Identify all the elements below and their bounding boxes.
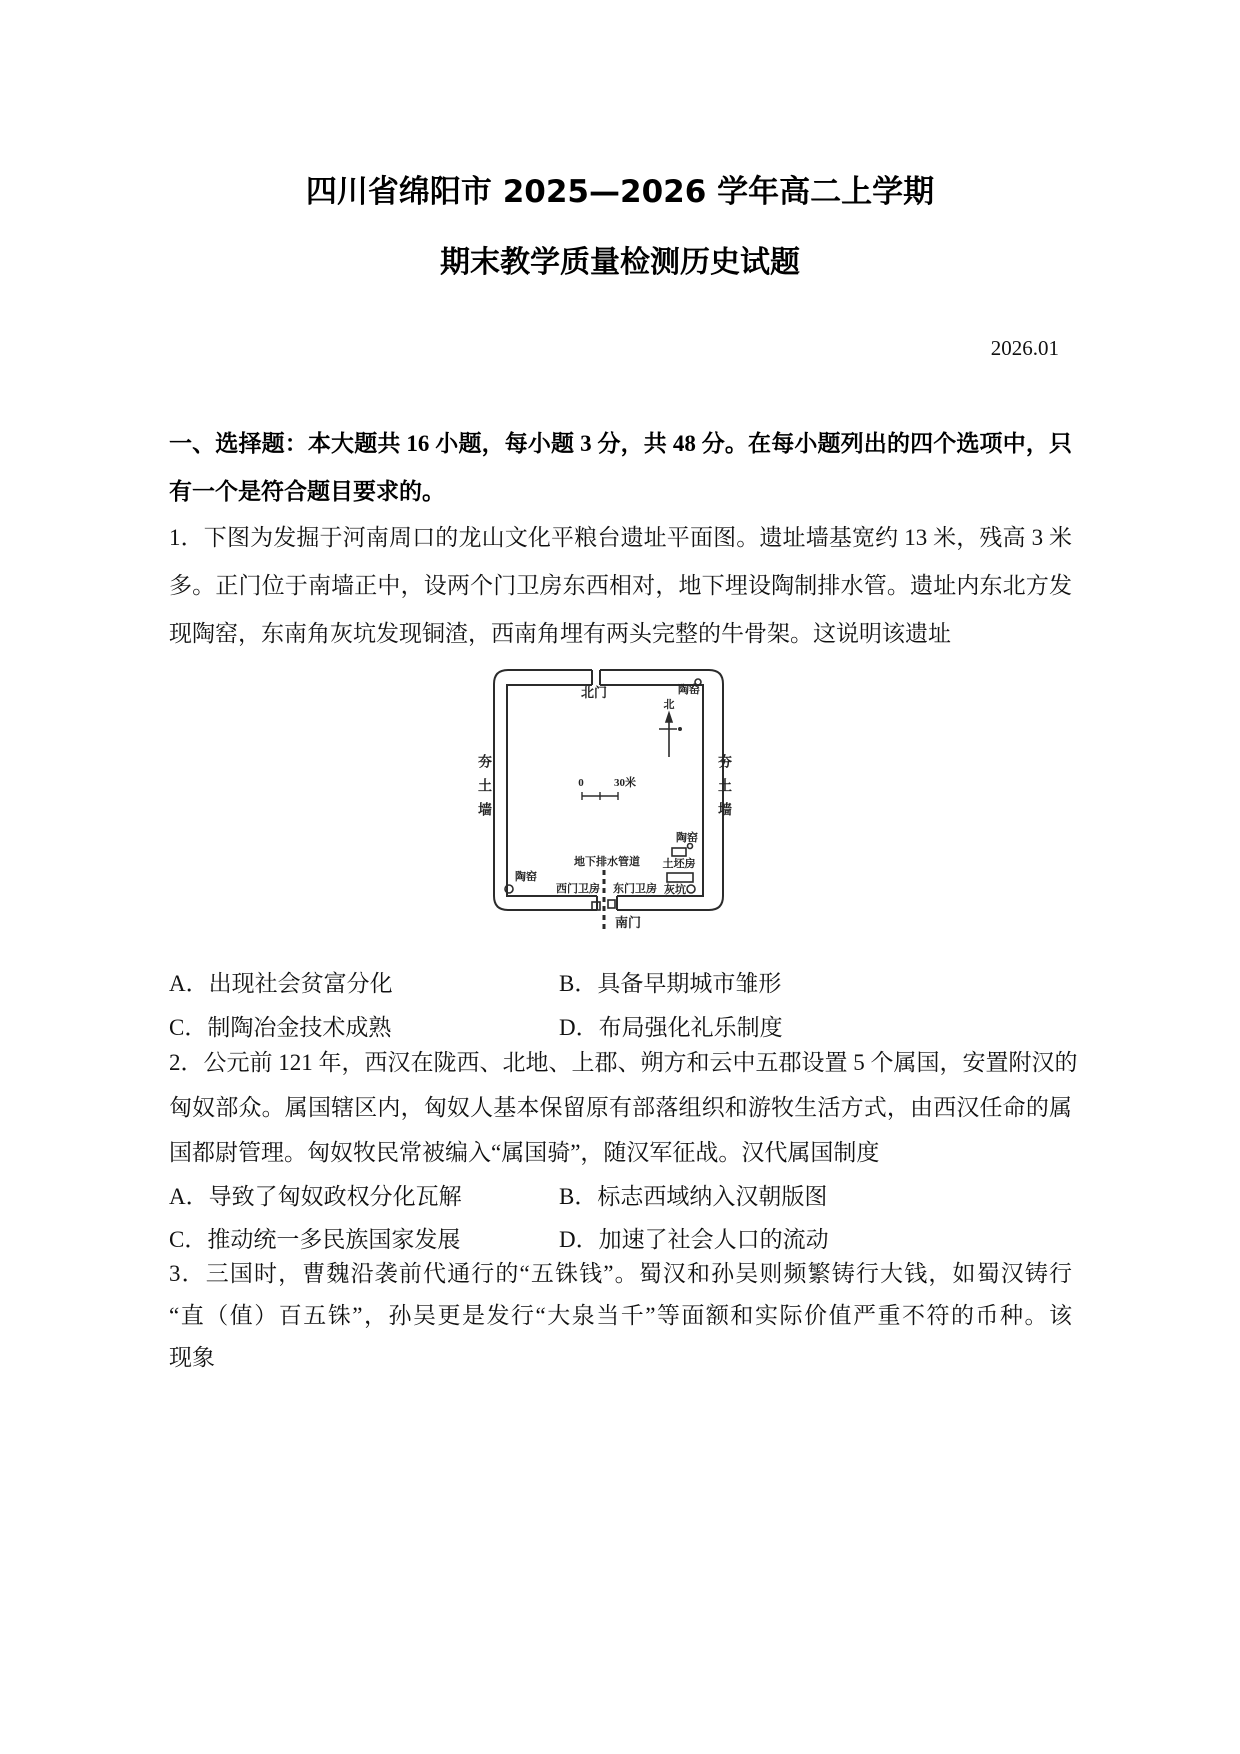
east-guard-house-label: 东门卫房 <box>613 883 657 895</box>
adobe-house-label: 土坯房 <box>662 858 696 870</box>
section-heading-line: 一、选择题：本大题共 16 小题，每小题 3 分，共 48 分。在每小题列出的四个选项中，只 <box>169 431 1072 456</box>
question-1-option-d: D．布局强化礼乐制度 <box>559 1015 783 1040</box>
question-2-stem <box>169 1040 1078 1175</box>
question-1-line: 现陶窑，东南角灰坑发现铜渣，西南角埋有两头完整的牛骨架。这说明该遗址 <box>169 621 951 646</box>
page-title-line1: 四川省绵阳市 2025—2026 学年高二上学期 <box>305 174 935 210</box>
east-guard-house-mark <box>608 900 615 908</box>
question-3-stem <box>169 1253 1072 1379</box>
question-3-line: “直（值）百五铢”，孙吴更是发行“大泉当千”等面额和实际价值严重不符的币种。该 <box>169 1303 1072 1328</box>
question-2-line: 2．公元前 121 年，西汉在陇西、北地、上郡、朔方和云中五郡设置 5 个属国，安置附汉的 <box>169 1050 1078 1075</box>
question-3-line: 3．三国时，曹魏沿袭前代通行的“五铢钱”。蜀汉和孙吴则频繁铸行大钱，如蜀汉铸行 <box>169 1261 1072 1286</box>
question-1-options <box>169 962 1072 1050</box>
scale-bar <box>582 792 618 800</box>
question-2-option-d: D．加速了社会人口的流动 <box>559 1227 829 1252</box>
west-guard-house-label: 西门卫房 <box>556 883 600 895</box>
question-3-line: 现象 <box>169 1345 215 1370</box>
question-1-option-a: A．出现社会贫富分化 <box>169 971 393 996</box>
rammed-wall-label-right: 夯土墙 <box>716 754 731 826</box>
section-heading-line: 有一个是符合题目要求的。 <box>169 479 445 504</box>
adobe-house-mark <box>667 873 693 882</box>
south-gate-label: 南门 <box>614 915 642 930</box>
kiln-label-bottom-left: 陶窑 <box>515 871 537 883</box>
kiln-label-top-right: 陶窑 <box>678 684 700 696</box>
page-title-line2: 期末教学质量检测历史试题 <box>440 245 800 280</box>
question-1-stem <box>169 514 1072 658</box>
drainage-pipe-label: 地下排水管道 <box>574 856 640 868</box>
kiln-mark-bottom-right <box>672 848 686 856</box>
question-2-option-b: B．标志西域纳入汉朝版图 <box>559 1184 828 1209</box>
site-plan-diagram <box>470 656 760 948</box>
compass-north-label: 北 <box>663 699 675 711</box>
question-2-option-a: A．导致了匈奴政权分化瓦解 <box>169 1184 462 1209</box>
rammed-wall-label-left: 夯土墙 <box>476 754 491 826</box>
exam-date: 2026.01 <box>990 336 1059 360</box>
ash-pit-mark <box>687 885 695 893</box>
section-1-heading <box>169 420 1072 516</box>
question-2-option-c: C．推动统一多民族国家发展 <box>169 1227 461 1252</box>
question-1-line: 多。正门位于南墙正中，设两个门卫房东西相对，地下埋设陶制排水管。遗址内东北方发 <box>169 573 1072 598</box>
question-1-option-b: B．具备早期城市雏形 <box>559 971 782 996</box>
north-gate-label: 北门 <box>580 685 608 700</box>
ash-pit-label: 灰坑 <box>664 884 686 896</box>
question-2-line: 国都尉管理。匈奴牧民常被编入“属国骑”，随汉军征战。汉代属国制度 <box>169 1140 880 1165</box>
kiln-circle-bottom-right <box>688 844 693 849</box>
question-2-options <box>169 1175 1072 1261</box>
question-1-line: 1．下图为发掘于河南周口的龙山文化平粮台遗址平面图。遗址墙基宽约 13 米，残高 3 米 <box>169 525 1072 550</box>
scale-start-label: 0 <box>578 777 584 789</box>
kiln-label-bottom-right: 陶窑 <box>676 832 698 844</box>
scale-end-label: 30米 <box>614 777 636 789</box>
compass-arrow <box>659 713 681 757</box>
question-1-option-c: C．制陶冶金技术成熟 <box>169 1015 392 1040</box>
question-2-line: 匈奴部众。属国辖区内，匈奴人基本保留原有部落组织和游牧生活方式，由西汉任命的属 <box>169 1095 1072 1120</box>
